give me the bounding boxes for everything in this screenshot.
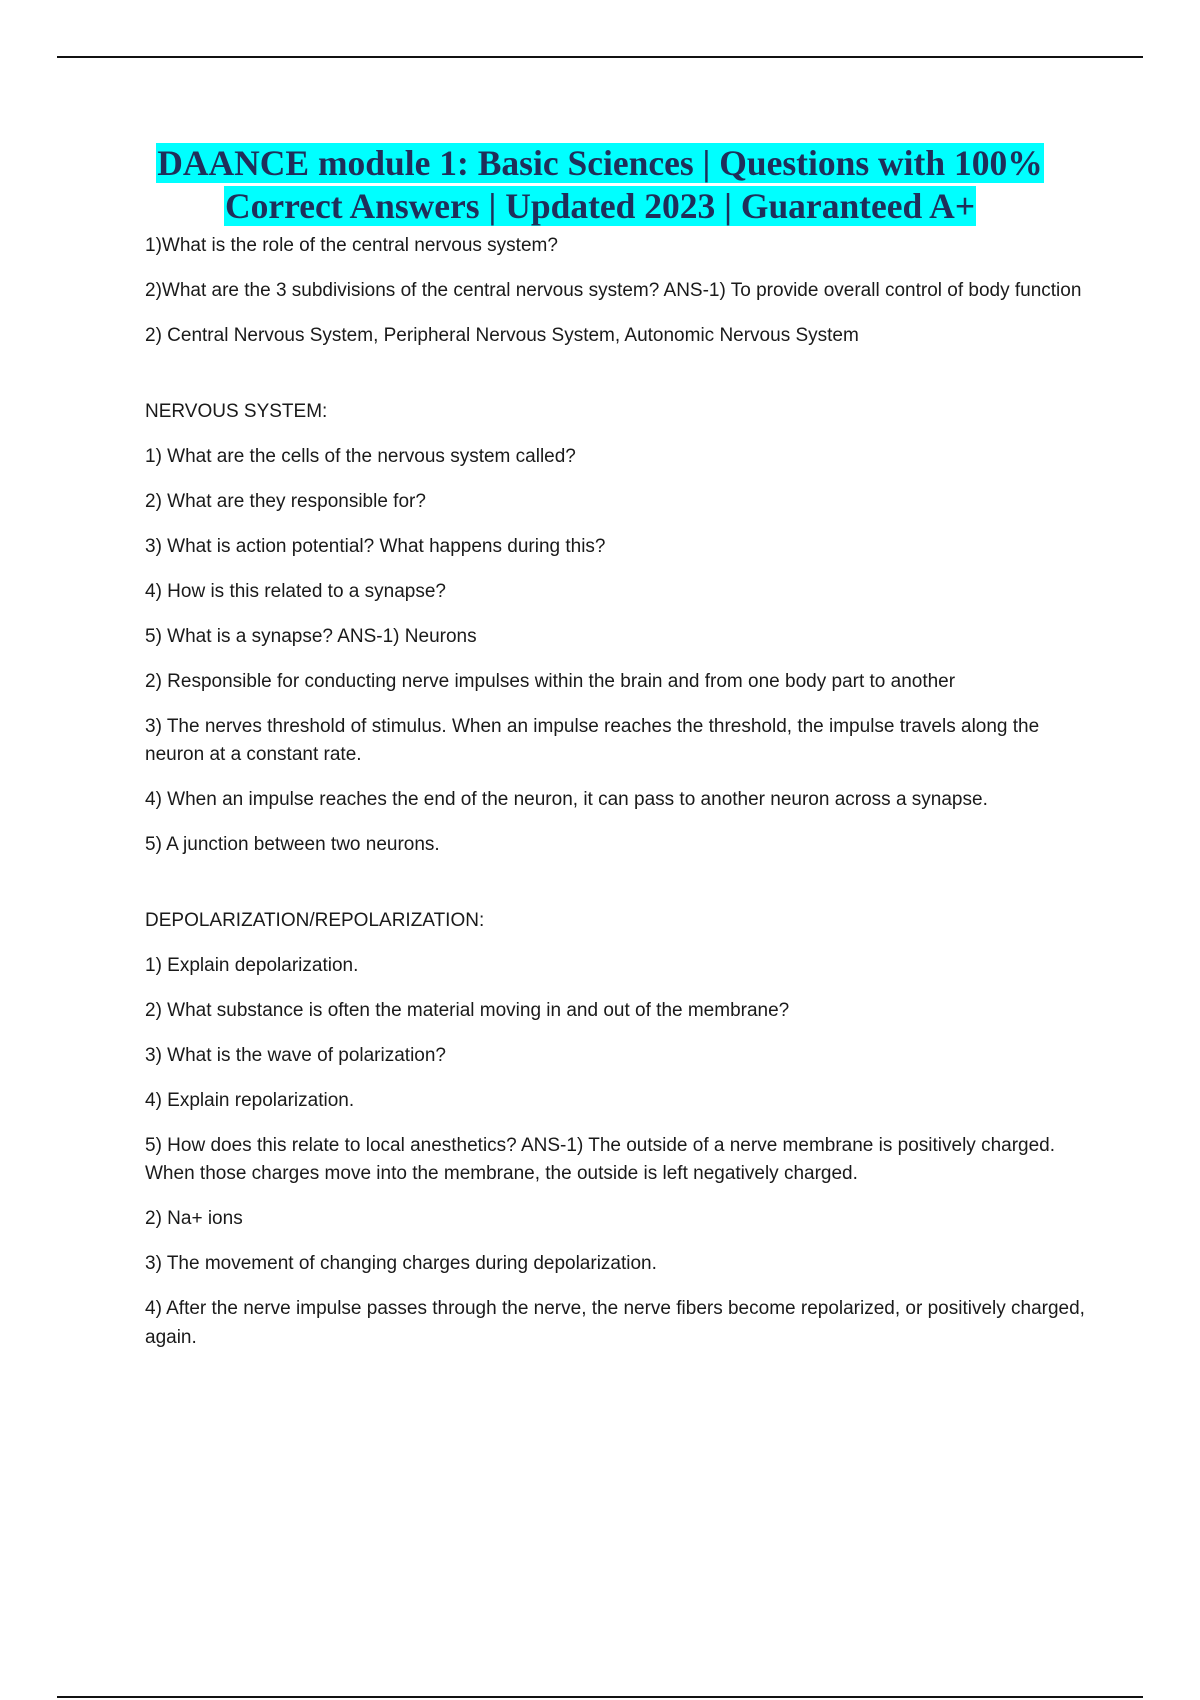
paragraph-3: 2) Central Nervous System, Peripheral Nervous System, Autonomic Nervous System <box>145 325 859 346</box>
paragraph-9: 5) What is a synapse? ANS-1) Neurons <box>145 625 477 647</box>
paragraph-12: 4) When an impulse reaches the end of the neuron, it can pass to another neuron across a synapse. <box>145 789 988 810</box>
paragraph-21: 3) The movement of changing charges during depolarization. <box>145 1253 657 1274</box>
paragraph-6: 2) What are they responsible for? <box>145 490 426 512</box>
paragraph-20: 2) Na+ ions <box>145 1208 243 1229</box>
paragraph-22: 4) After the nerve impulse passes through the nerve, the nerve fibers become repolarized, or positively charged, again. <box>145 1298 1085 1348</box>
paragraph-10: 2) Responsible for conducting nerve impulses within the brain and from one body part to another <box>145 670 956 692</box>
paragraph-5: 1) What are the cells of the nervous system called? <box>145 445 576 467</box>
document-title-line-2: Correct Answers | Updated 2023 | Guaranteed A+ <box>224 186 976 226</box>
paragraph-17: 3) What is the wave of polarization? <box>145 1044 446 1066</box>
paragraph-7: 3) What is action potential? What happens during this? <box>145 535 606 557</box>
paragraph-19: 5) How does this relate to local anesthetics? ANS-1) The outside of a nerve membrane is positively charged. When those charges move into the membrane, the outside is left negatively charged. <box>145 1134 1056 1184</box>
section-heading-depolarization: DEPOLARIZATION/REPOLARIZATION: <box>145 909 485 931</box>
paragraph-8: 4) How is this related to a synapse? <box>145 580 446 602</box>
paragraph-1: 1)What is the role of the central nervous system? <box>145 235 558 256</box>
document-title <box>60 142 1140 228</box>
document-title-line-1: DAANCE module 1: Basic Sciences | Questions with 100% <box>157 143 1043 183</box>
document-body <box>145 232 1085 1369</box>
section-heading-nervous-system: NERVOUS SYSTEM: <box>145 400 328 422</box>
top-rule <box>57 56 1143 58</box>
paragraph-2: 2)What are the 3 subdivisions of the central nervous system? ANS-1) To provide overall control of body function <box>145 280 1082 301</box>
paragraph-11: 3) The nerves threshold of stimulus. When an impulse reaches the threshold, the impulse travels along the neuron at a constant rate. <box>145 715 1040 765</box>
paragraph-18: 4) Explain repolarization. <box>145 1089 355 1111</box>
bottom-rule <box>57 1696 1143 1698</box>
paragraph-13: 5) A junction between two neurons. <box>145 834 440 855</box>
paragraph-15: 1) Explain depolarization. <box>145 954 359 976</box>
paragraph-16: 2) What substance is often the material moving in and out of the membrane? <box>145 999 790 1021</box>
